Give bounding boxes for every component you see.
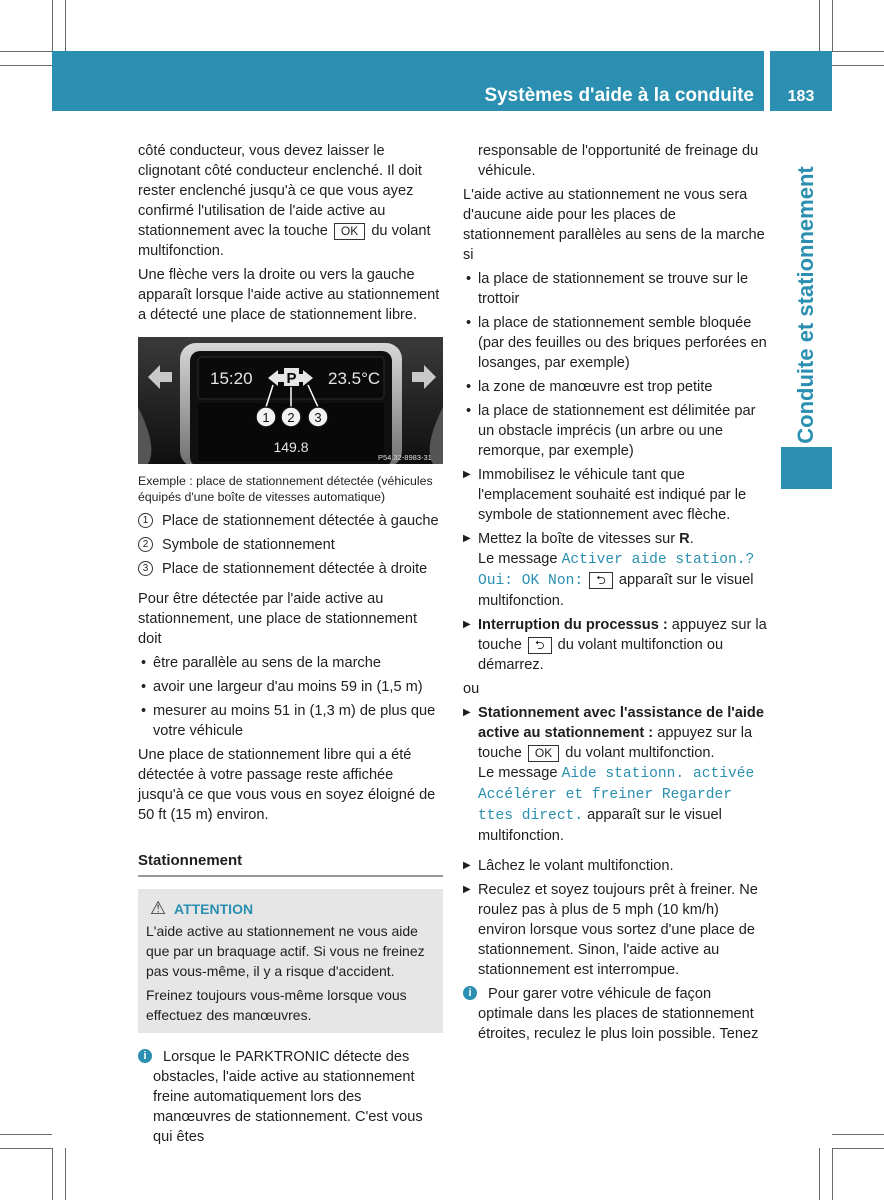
- instruction-step: ▶ Reculez et soyez toujours prêt à freiner. Ne roulez pas à plus de 5 mph (10 km/h) environ lorsque vous sortez d'une place de stationnement. Sinon, l'aide active au stationnement est interrompue.: [463, 882, 758, 978]
- crop-mark: [0, 51, 52, 52]
- crop-mark: [832, 0, 833, 51]
- number-circle-icon: 3: [138, 561, 153, 576]
- right-column: [463, 141, 769, 1048]
- crop-mark: [0, 1134, 52, 1135]
- display-message: Aide stationn. activée Accélérer et freiner Regarder ttes direct.: [478, 766, 755, 824]
- list-item: • mesurer au moins 51 in (1,3 m) de plus que votre véhicule: [138, 701, 443, 741]
- crop-mark: [65, 1148, 66, 1200]
- back-key-icon: ⮌: [589, 572, 613, 589]
- list-item: 3 Place de stationnement détectée à droite: [138, 559, 443, 579]
- callout-1: 1: [262, 410, 270, 425]
- paragraph: côté conducteur, vous devez laisser le clignotant côté conducteur enclenché. Il doit rester enclenché jusqu'à ce que vous ayez confirmé l'utilisation de l'aide active au stationnement avec la touche OK du volant multifonction.: [138, 143, 431, 259]
- crop-mark: [0, 1148, 52, 1149]
- crop-mark: [832, 1148, 833, 1200]
- instruction-step: ▶ Stationnement avec l'assistance de l'aide active au stationnement : appuyez sur la touche OK du volant multifonction. Le message Aide stationn. activée Accélérer et freiner Regarder ttes direct. apparaît sur le visuel multifonction.: [463, 705, 764, 844]
- info-note: i Pour garer votre véhicule de façon optimale dans les places de stationnement étroites, reculez le plus loin possible. Tenez: [463, 984, 769, 1044]
- ok-key-icon: OK: [528, 745, 559, 762]
- warning-box: [138, 889, 443, 1033]
- page-title: Systèmes d'aide à la conduite: [484, 85, 754, 106]
- list-item: • la place de stationnement est délimitée par un obstacle imprécis (un arbre ou une remorque, par exemple): [463, 401, 769, 461]
- paragraph: Pour être détectée par l'aide active au stationnement, une place de stationnement doit: [138, 591, 418, 647]
- step-arrow-icon: ▶: [463, 860, 471, 871]
- list-item: • la place de stationnement semble bloquée (par des feuilles ou des briques perforées en losanges, par exemple): [463, 313, 769, 373]
- page-number: 183: [770, 51, 832, 111]
- crop-mark: [832, 1134, 884, 1135]
- list-item: • avoir une largeur d'au moins 59 in (1,5 m): [138, 677, 443, 697]
- clock-readout: 15:20: [210, 369, 253, 388]
- figure-code: P54.32-8983-31: [378, 453, 432, 462]
- info-note: i Lorsque le PARKTRONIC détecte des obstacles, l'aide active au stationnement freine automatiquement lors des manœuvres de stationnement. C'est vous qui êtes: [138, 1047, 443, 1147]
- list-item: • la zone de manœuvre est trop petite: [463, 377, 769, 397]
- step-arrow-icon: ▶: [463, 619, 471, 630]
- warning-text: L'aide active au stationnement ne vous aide que par un braquage actif. Si vous ne freinez pas vous-même, il y a risque d'accident.: [146, 923, 425, 979]
- step-arrow-icon: ▶: [463, 533, 471, 544]
- warning-triangle-icon: ⚠: [150, 898, 167, 918]
- info-icon: i: [463, 986, 477, 1000]
- warning-text: Freinez toujours vous-même lorsque vous effectuez des manœuvres.: [146, 987, 407, 1023]
- crop-mark: [52, 0, 53, 51]
- list-item: 1 Place de stationnement détectée à gauche: [138, 511, 443, 531]
- step-arrow-icon: ▶: [463, 884, 471, 895]
- step-arrow-icon: ▶: [463, 707, 471, 718]
- paragraph: Une flèche vers la droite ou vers la gauche apparaît lorsque l'aide active au stationnement a détecté une place de stationnement libre.: [138, 267, 440, 323]
- distance-readout: 149.8: [273, 439, 309, 455]
- dashboard-figure: [138, 337, 443, 464]
- back-key-icon: ⮌: [528, 637, 552, 654]
- instrument-cluster-illustration: [138, 337, 443, 464]
- section-heading: Stationnement: [138, 851, 443, 877]
- instruction-step: ▶ Lâchez le volant multifonction.: [463, 858, 674, 874]
- list-item: • la place de stationnement se trouve sur le trottoir: [463, 269, 769, 309]
- side-tab-marker: [781, 447, 832, 489]
- crop-mark: [65, 0, 66, 51]
- instruction-step: ▶ Mettez la boîte de vitesses sur R. Le message Activer aide station.? Oui: OK Non: ⮌ apparaît sur le visuel multifonction.: [463, 531, 755, 609]
- ok-key-icon: OK: [334, 223, 365, 240]
- step-arrow-icon: ▶: [463, 469, 471, 480]
- or-text: ou: [463, 681, 480, 697]
- info-icon: i: [138, 1049, 152, 1063]
- display-message: Activer aide station.? Oui: OK Non:: [478, 552, 755, 589]
- crop-mark: [832, 65, 884, 66]
- instruction-step: ▶ Interruption du processus : appuyez sur la touche ⮌ du volant multifonction ou démarrez.: [463, 617, 767, 673]
- list-item: • être parallèle au sens de la marche: [138, 653, 443, 673]
- figure-caption: Exemple : place de stationnement détectée (véhicules équipés d'une boîte de vitesses automatique): [138, 474, 433, 504]
- callout-3: 3: [314, 410, 322, 425]
- number-circle-icon: 2: [138, 537, 153, 552]
- temperature-readout: 23.5°C: [328, 369, 381, 388]
- crop-mark: [819, 0, 820, 51]
- parking-symbol-letter: P: [286, 370, 297, 387]
- page-header: [52, 51, 764, 111]
- number-circle-icon: 1: [138, 513, 153, 528]
- crop-mark: [0, 65, 52, 66]
- side-tab-label: Conduite et stationnement: [793, 166, 818, 444]
- paragraph: Une place de stationnement libre qui a été détectée à votre passage reste affichée jusqu'à ce que vous vous en soyez éloigné de 50 ft (15 m) environ.: [138, 747, 436, 823]
- instruction-step: ▶ Immobilisez le véhicule tant que l'emplacement souhaité est indiqué par le symbole de stationnement avec flèche.: [463, 467, 747, 523]
- crop-mark: [832, 51, 884, 52]
- paragraph: responsable de l'opportunité de freinage du véhicule.: [478, 143, 759, 179]
- warning-title: ⚠ ATTENTION: [150, 898, 254, 918]
- list-item: 2 Symbole de stationnement: [138, 535, 443, 555]
- crop-mark: [832, 1148, 884, 1149]
- crop-mark: [52, 1148, 53, 1200]
- callout-2: 2: [287, 410, 295, 425]
- crop-mark: [819, 1148, 820, 1200]
- left-column: [138, 141, 443, 1151]
- paragraph: L'aide active au stationnement ne vous sera d'aucune aide pour les places de stationnement parallèles au sens de la marche si: [463, 187, 765, 263]
